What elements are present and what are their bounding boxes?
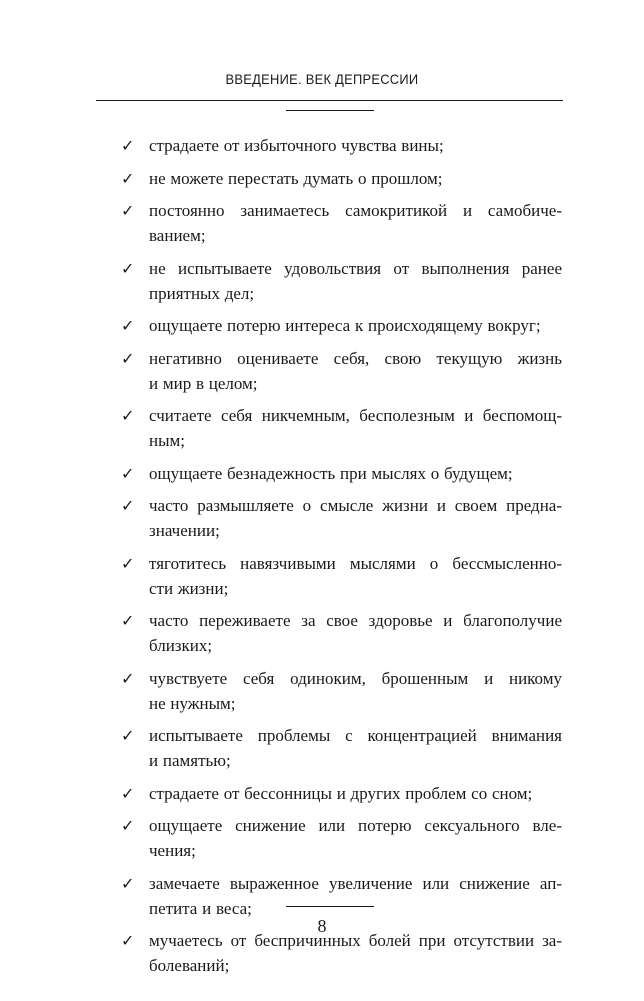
list-item-line: и мир в целом; — [149, 373, 258, 393]
checkmark-icon: ✓ — [121, 201, 135, 220]
checkmark-icon: ✓ — [121, 168, 135, 188]
list-item-line: сти жизни; — [149, 578, 229, 598]
list-item — [0, 166, 644, 191]
list-item-line: испытываете проблемы с концентрацией внимания — [149, 726, 562, 745]
list-item-line: негативно оцениваете себя, свою текущую жизнь — [149, 348, 562, 368]
checkmark-icon: ✓ — [121, 611, 135, 630]
list-item — [0, 461, 644, 486]
list-item-line: приятных дел; — [149, 283, 255, 303]
list-item-line: ванием; — [149, 226, 206, 245]
list-item — [0, 666, 644, 716]
list-item-line: ощущаете снижение или потерю сексуального вле- — [149, 816, 562, 835]
list-item-line: значении; — [149, 521, 220, 540]
list-item-line: ощущаете потерю интереса к происходящему вокруг; — [149, 316, 541, 335]
list-item-line: и памятью; — [149, 751, 231, 770]
checkmark-icon: ✓ — [121, 726, 135, 745]
list-item — [0, 551, 644, 601]
list-item — [0, 198, 644, 248]
header-short-rule — [286, 110, 374, 111]
list-item-line: чувствуете себя одиноким, брошенным и никому — [149, 668, 562, 688]
checkmark-icon: ✓ — [121, 496, 135, 515]
list-item — [0, 133, 644, 158]
list-item — [0, 781, 644, 806]
symptom-checklist — [0, 133, 644, 986]
checkmark-icon: ✓ — [121, 348, 135, 368]
footer-rule — [286, 906, 374, 907]
list-item-line: часто переживаете за свое здоровье и благополучие — [149, 611, 562, 630]
list-item-line: страдаете от избыточного чувства вины; — [149, 136, 444, 155]
list-item-line: близких; — [149, 636, 213, 655]
list-item-line: ным; — [149, 431, 186, 450]
list-item — [0, 871, 644, 921]
list-item — [0, 313, 644, 338]
checkmark-icon: ✓ — [121, 931, 135, 950]
checkmark-icon: ✓ — [121, 316, 135, 335]
list-item-line: часто размышляете о смысле жизни и своем предна- — [149, 496, 562, 515]
list-item-line: не можете перестать думать о прошлом; — [149, 168, 443, 188]
list-item — [0, 813, 644, 863]
list-item-line: чения; — [149, 841, 196, 860]
list-item-line: не нужным; — [149, 693, 236, 713]
checkmark-icon: ✓ — [121, 553, 135, 573]
list-item-line: страдаете от бессонницы и других проблем со сном; — [149, 783, 533, 803]
list-item — [0, 493, 644, 543]
list-item-line: ощущаете безнадежность при мыслях о будущем; — [149, 463, 513, 483]
running-head-title: ВВЕДЕНИЕ. ВЕК ДЕПРЕССИИ — [225, 71, 419, 87]
list-item-line: тяготитесь навязчивыми мыслями о бессмысленно- — [149, 553, 562, 573]
list-item — [0, 403, 644, 453]
list-item-line: считаете себя никчемным, бесполезным и беспомощ- — [149, 406, 562, 425]
list-item-line: замечаете выраженное увеличение или снижение ап- — [149, 873, 562, 893]
list-item-line: мучаетесь от беспричинных болей при отсутствии за- — [149, 931, 562, 950]
header-rule — [96, 100, 563, 101]
checkmark-icon: ✓ — [121, 816, 135, 835]
checkmark-icon: ✓ — [121, 873, 135, 893]
list-item-line: болеваний; — [149, 956, 230, 975]
list-item — [0, 608, 644, 658]
checkmark-icon: ✓ — [121, 668, 135, 688]
checkmark-icon: ✓ — [121, 406, 135, 425]
checkmark-icon: ✓ — [121, 136, 135, 155]
list-item-line: петита и веса; — [149, 898, 252, 918]
list-item-line: не испытываете удовольствия от выполнения ранее — [149, 258, 562, 278]
checkmark-icon: ✓ — [121, 258, 135, 278]
list-item-line: постоянно занимаетесь самокритикой и самобиче- — [149, 201, 562, 220]
list-item — [0, 723, 644, 773]
checkmark-icon: ✓ — [121, 463, 135, 483]
list-item — [0, 256, 644, 306]
page-number: 8 — [317, 916, 327, 936]
list-item — [0, 346, 644, 396]
checkmark-icon: ✓ — [121, 783, 135, 803]
